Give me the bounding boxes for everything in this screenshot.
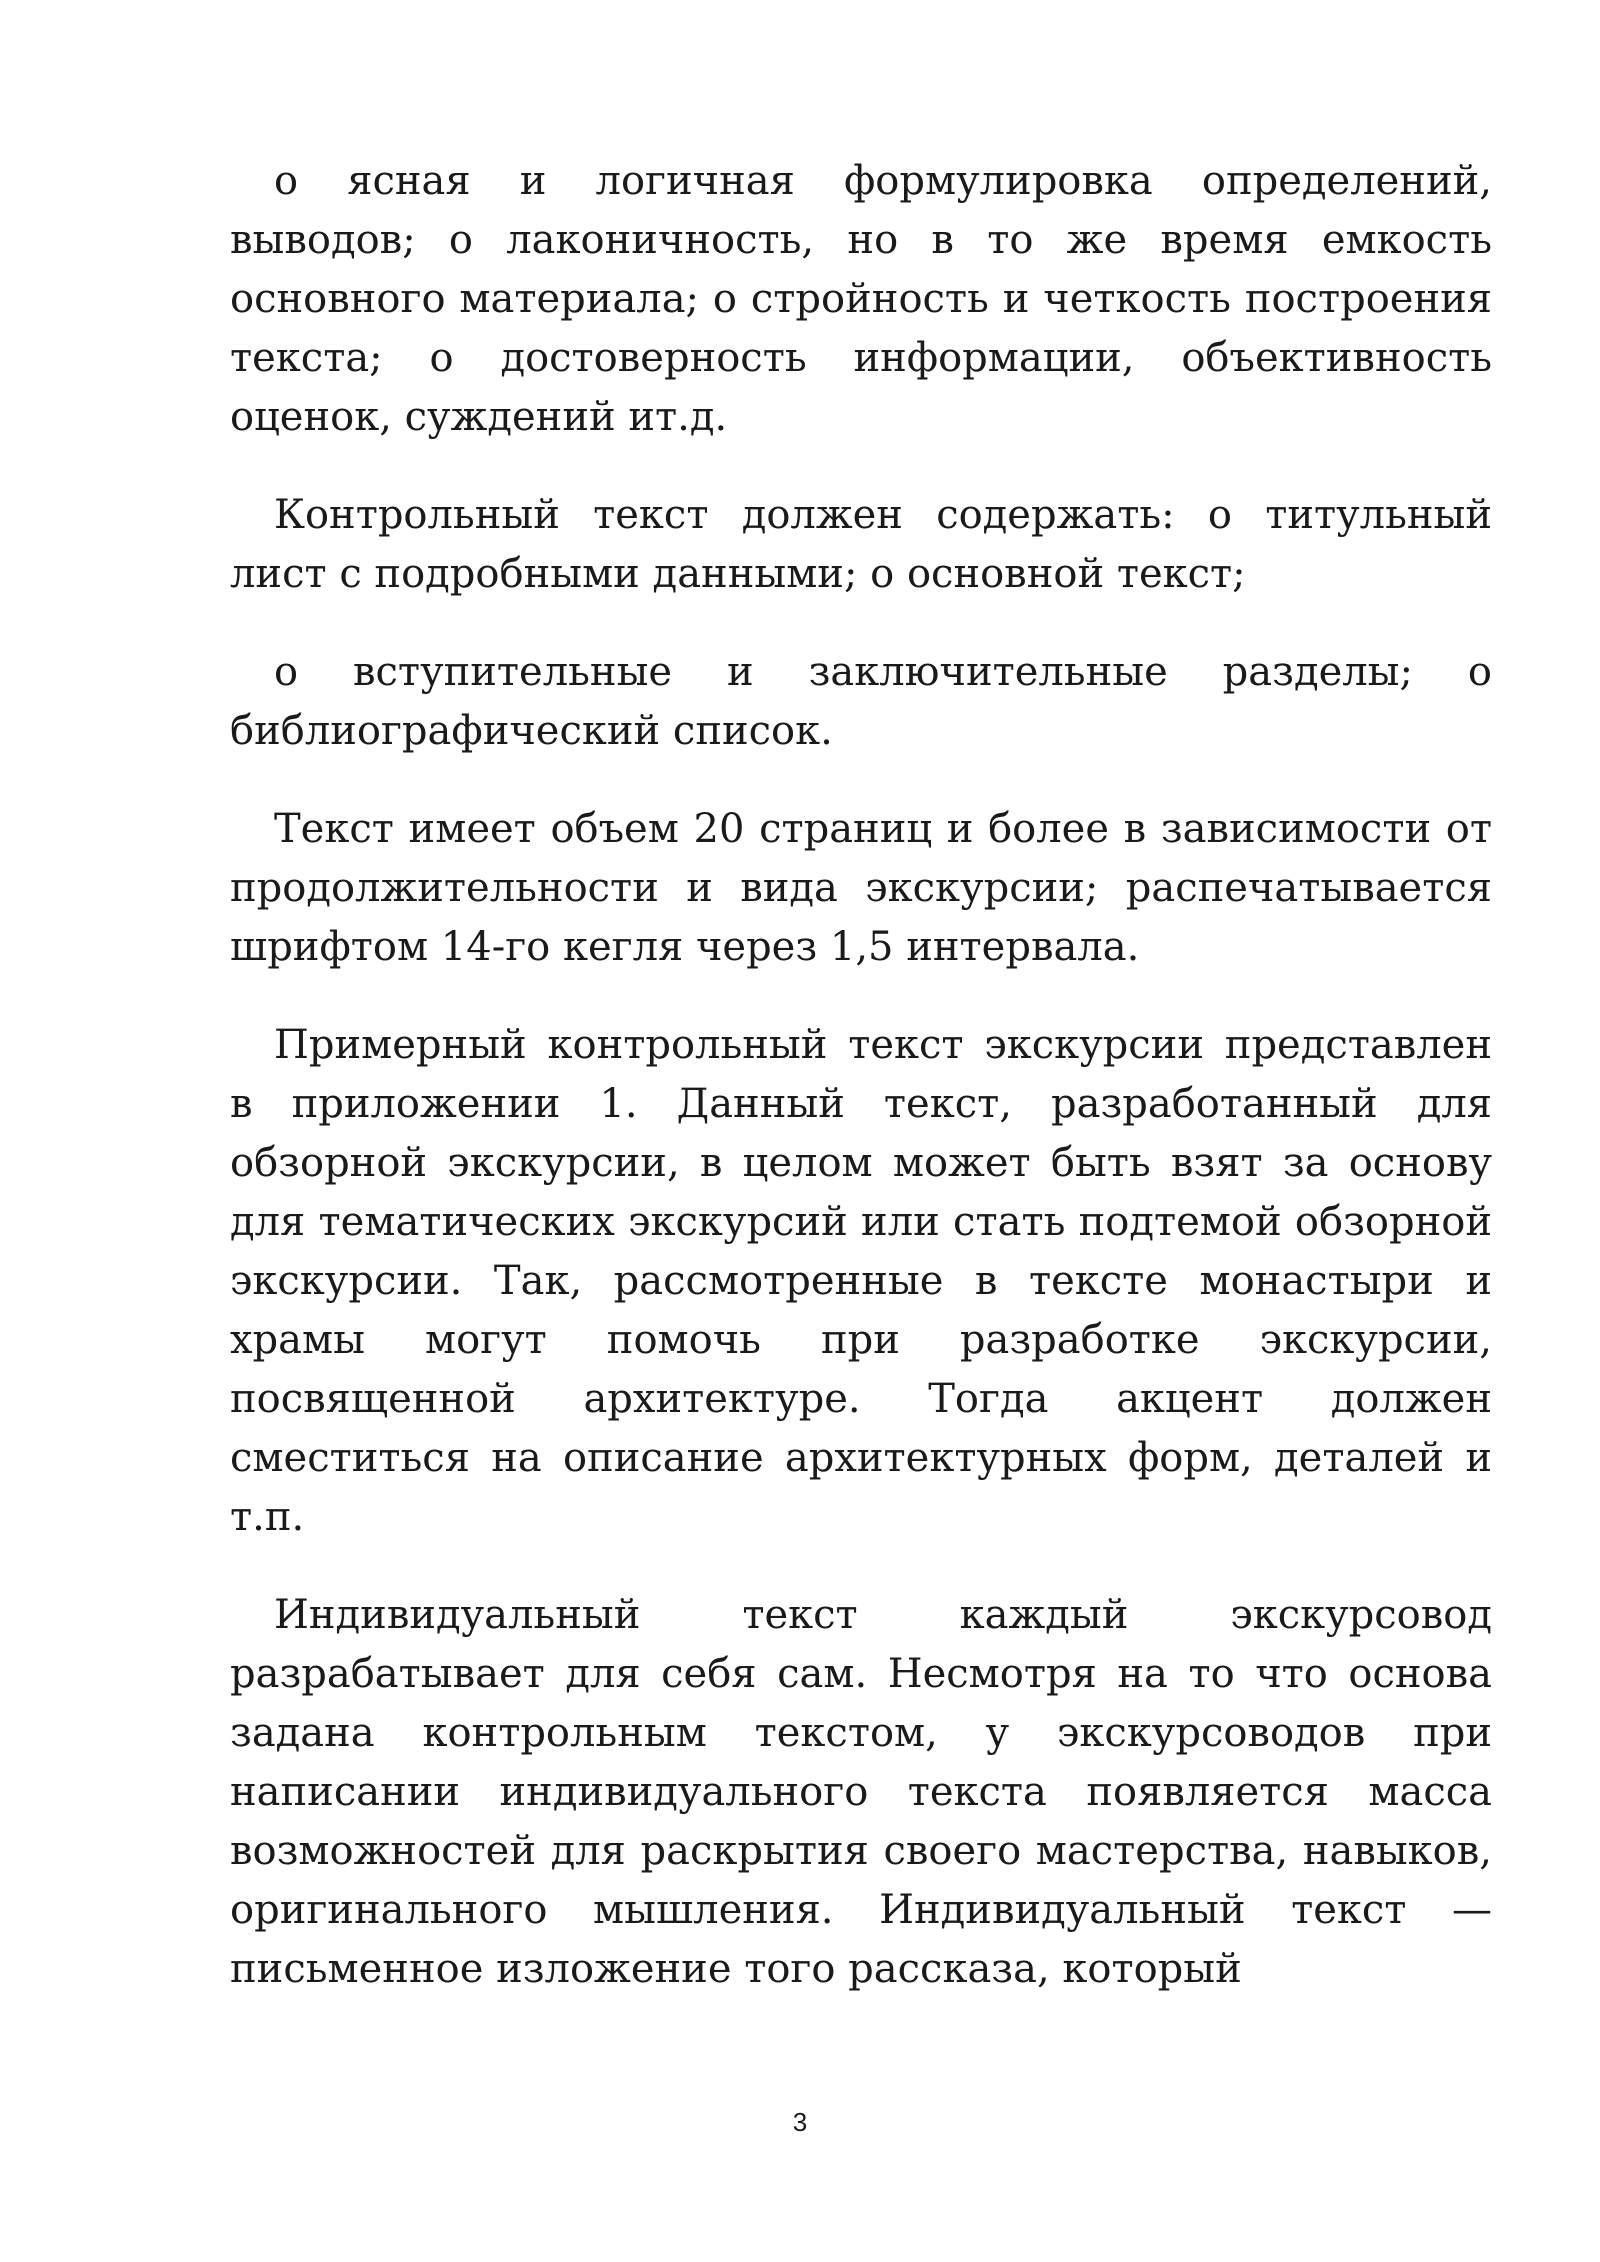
paragraph-individual-text: Индивидуальный текст каждый экскурсовод разрабатывает для себя сам. Несмотря на то что основа задана контрольным текстом, у экскурсоводов при написании индивидуального текста появляется масса возможностей для раскрытия своего мастерства, навыков, оригинального мышления. Индивидуальный текст — письменное изложение того рассказа, который (230, 1592, 1492, 1992)
paragraph-sample-control-text: Примерный контрольный текст экскурсии представлен в приложении 1. Данный текст, разработанный для обзорной экскурсии, в целом может быть взят за основу для тематических экскурсий или стать подтемой обзорной экскурсии. Так, рассмотренные в тексте монастыри и храмы могут помочь при разработке экскурсии, посвященной архитектуре. Тогда акцент должен сместиться на описание архитектурных форм, деталей и т.п. (230, 1022, 1492, 1540)
paragraph-text-volume: Текст имеет объем 20 страниц и более в зависимости от продолжительности и вида экскурсии; распечатывается шрифтом 14-го кегля через 1,5 интервала. (230, 806, 1492, 970)
document-body (230, 152, 1492, 2038)
page-number: 3 (792, 2107, 808, 2137)
paragraph-sections-bibliography: о вступительные и заключительные разделы; о библиографический список. (230, 649, 1492, 754)
paragraph-requirements-list: о ясная и логичная формулировка определений, выводов; о лаконичность, но в то же время емкость основного материала; о стройность и четкость построения текста; о достоверность информации, объективность оценок, суждений ит.д. (230, 158, 1492, 440)
paragraph-control-text-contents: Контрольный текст должен содержать: о титульный лист с подробными данными; о основной текст; (230, 492, 1492, 597)
